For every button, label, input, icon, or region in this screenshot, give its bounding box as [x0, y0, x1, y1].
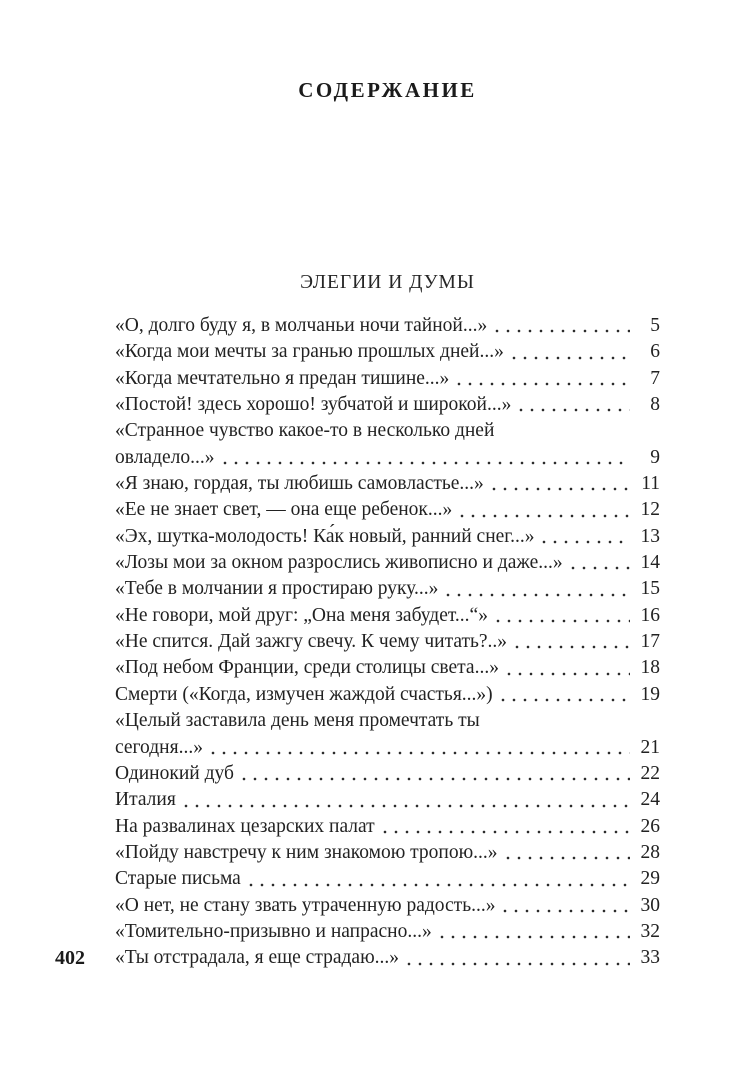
toc-entry-title: «О нет, не стану звать утраченную радость...»: [115, 894, 496, 916]
toc-entry: [115, 392, 660, 418]
toc-entry-title: «Томительно-призывно и напрасно...»: [115, 920, 432, 942]
toc-entry: [115, 893, 660, 919]
dot-leader: [501, 698, 630, 702]
toc-entry-title: Одинокий дуб: [115, 762, 234, 784]
toc-entry: [115, 866, 660, 892]
toc-entry-page: 15: [640, 578, 660, 600]
toc-entry-title: «Ее не знает свет, — она еще ребенок...»: [115, 499, 453, 521]
dot-leader: [249, 883, 630, 887]
toc-entry: [115, 708, 660, 734]
toc-entry-page: 7: [650, 367, 660, 389]
toc-entry-page: 12: [640, 499, 660, 521]
dot-leader: [496, 619, 630, 623]
dot-leader: [223, 461, 630, 465]
toc-entry-title: Старые письма: [115, 868, 241, 890]
dot-leader: [440, 935, 630, 939]
toc-entry-title: «Тебе в молчании я простираю руку...»: [115, 578, 439, 600]
section-heading: ЭЛЕГИИ И ДУМЫ: [300, 272, 475, 293]
toc-entry-title: «Не говори, мой друг: „Она меня забудет...“»: [115, 604, 488, 626]
toc-entry-page: 24: [640, 789, 660, 811]
toc-entry-title: «Постой! здесь хорошо! зубчатой и широкой...»: [115, 394, 512, 416]
toc-entry: [115, 445, 660, 471]
dot-leader: [519, 408, 630, 412]
toc-entry-page: 6: [650, 341, 660, 363]
dot-leader: [184, 804, 630, 808]
dot-leader: [512, 356, 630, 360]
toc-entry: [115, 919, 660, 945]
toc-entry: [115, 339, 660, 365]
toc-entry: [115, 840, 660, 866]
toc-entry-page: 19: [640, 683, 660, 705]
dot-leader: [542, 540, 630, 544]
toc-entry-title: «Я знаю, гордая, ты любишь самовластье...»: [115, 473, 484, 495]
toc-entry: [115, 735, 660, 761]
toc-entry: [115, 576, 660, 602]
dot-leader: [571, 566, 630, 570]
toc-entry-title: «Целый заставила день меня промечтать ты: [115, 710, 480, 732]
toc-entry-title: «О, долго буду я, в молчаньи ночи тайной...»: [115, 315, 488, 336]
toc-entry-page: 5: [650, 315, 660, 336]
toc-entry: [115, 761, 660, 787]
dot-leader: [211, 751, 630, 755]
dot-leader: [492, 487, 630, 491]
page-title: СОДЕРЖАНИЕ: [298, 78, 477, 102]
toc-entry: [115, 945, 660, 971]
toc-entry-page: 14: [640, 552, 660, 574]
toc-entry-page: 13: [640, 525, 660, 547]
toc-entry: [115, 603, 660, 629]
toc-entry: [115, 497, 660, 523]
toc-entry-title: «Эх, шутка-молодость! Ка́к новый, ранний снег...»: [115, 525, 535, 547]
dot-leader: [515, 645, 630, 649]
dot-leader: [460, 514, 630, 518]
dot-leader: [503, 909, 630, 913]
toc-entry-title: овладело...»: [115, 446, 215, 468]
dot-leader: [457, 382, 630, 386]
toc-entry-title: «Ты отстрадала, я еще страдаю...»: [115, 947, 400, 969]
toc-entry-page: 30: [640, 894, 660, 916]
toc-entry-page: 18: [640, 657, 660, 679]
toc-entry: [115, 418, 660, 444]
toc-entry-title: «Когда мои мечты за гранью прошлых дней...»: [115, 341, 504, 363]
toc-entry-title: «Когда мечтательно я предан тишине...»: [115, 367, 450, 389]
toc-entry: [115, 471, 660, 497]
toc-entry: [115, 682, 660, 708]
toc-entry: [115, 550, 660, 576]
dot-leader: [383, 830, 630, 834]
toc-entry-page: 22: [640, 762, 660, 784]
toc-entry: [115, 366, 660, 392]
toc-entry-title: «Лозы мои за окном разрослись живописно и даже...»: [115, 552, 563, 574]
toc-entry: [115, 655, 660, 681]
toc-entry-page: 9: [650, 446, 660, 468]
dot-leader: [495, 329, 630, 333]
toc-entry-page: 8: [650, 394, 660, 416]
toc-entry-page: 29: [640, 868, 660, 890]
toc-entry: [115, 814, 660, 840]
toc-entry-page: 26: [640, 815, 660, 837]
toc-entry-page: 32: [640, 920, 660, 942]
toc-entry-page: 11: [641, 473, 660, 495]
toc-entry-page: 28: [640, 841, 660, 863]
folio-page-number: 402: [55, 947, 85, 969]
toc-entry: [115, 313, 660, 339]
toc-entry-page: 16: [640, 604, 660, 626]
toc-entry-title: На развалинах цезарских палат: [115, 815, 375, 837]
toc-entry-title: «Не спится. Дай зажгу свечу. К чему читать?..»: [115, 631, 508, 653]
dot-leader: [446, 593, 630, 597]
toc-entry-title: «Странное чувство какое-то в несколько дней: [115, 420, 495, 442]
toc-entry-page: 21: [640, 736, 660, 758]
toc-entry: [115, 629, 660, 655]
toc-entry-title: «Под небом Франции, среди столицы света...»: [115, 657, 499, 679]
toc-entry-page: 33: [640, 947, 660, 969]
dot-leader: [407, 962, 630, 966]
toc-entry-title: «Пойду навстречу к ним знакомою тропою...»: [115, 841, 498, 863]
toc-entry-page: 17: [640, 631, 660, 653]
toc-entry-title: сегодня...»: [115, 736, 203, 758]
dot-leader: [506, 856, 630, 860]
toc-entry-title: Италия: [115, 789, 176, 811]
dot-leader: [242, 777, 630, 781]
toc-entry: [115, 787, 660, 813]
dot-leader: [507, 672, 630, 676]
toc-entry: [115, 524, 660, 550]
toc-list: [115, 313, 660, 972]
toc-entry-title: Смерти («Когда, измучен жаждой счастья...»): [115, 683, 493, 705]
